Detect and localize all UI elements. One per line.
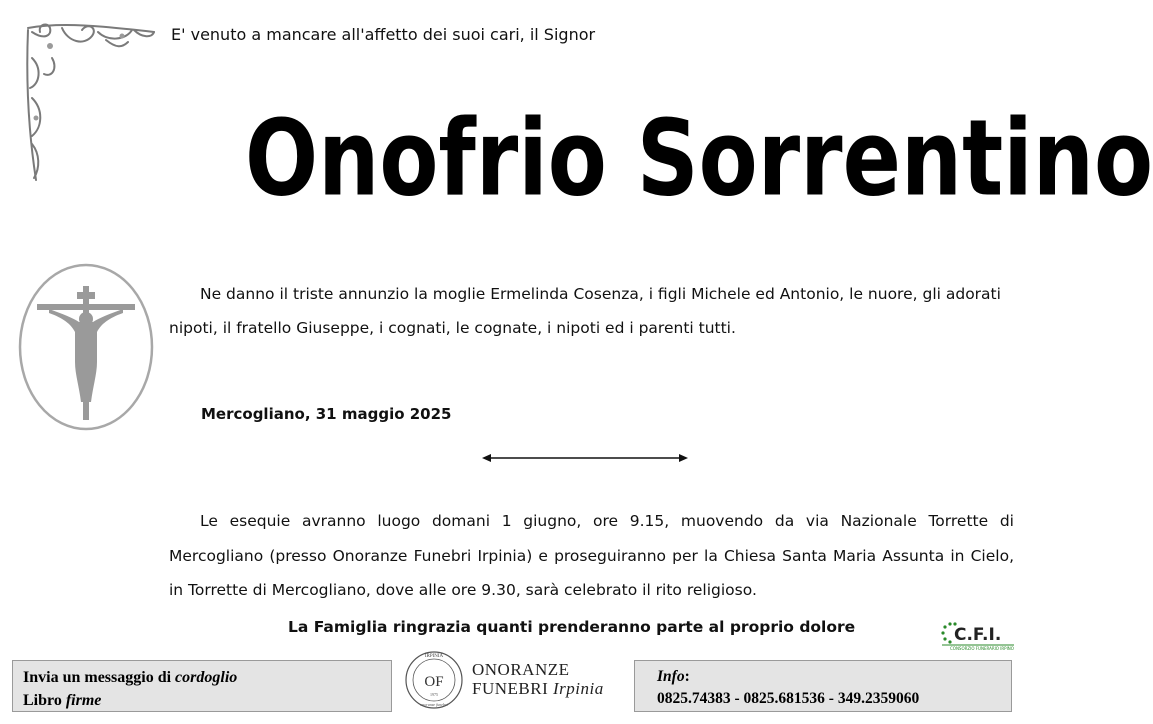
logo-ring-top: IRPINIA	[424, 654, 444, 659]
brand-line-2-prefix: FUNEBRI	[472, 679, 553, 698]
book-italic: firme	[65, 692, 102, 709]
crucifix-icon	[17, 262, 155, 432]
announcement-text: Ne danno il triste annunzio la moglie Ermelinda Cosenza, i figli Michele ed Antonio, le nuore, gli adorati nipoti, il fratello Giuseppe, i cognati, le cognate, i nipoti ed i parenti tutti.	[169, 285, 1001, 337]
condolence-box[interactable]	[12, 660, 392, 712]
info-box	[634, 660, 1012, 712]
logo-ring-bottom: onoranze funebri	[420, 702, 448, 707]
cfi-subtitle: CONSORZIO FUNERARIO IRPINO	[950, 646, 1014, 651]
corner-ornament-icon	[22, 18, 162, 188]
cfi-logo-icon	[940, 618, 1016, 652]
family-thanks: La Famiglia ringrazia quanti prenderanno parte al proprio dolore	[288, 618, 856, 636]
condolence-prefix: Invia un messaggio di	[23, 669, 176, 686]
book-prefix: Libro	[23, 692, 66, 709]
place-date: Mercogliano, 31 maggio 2025	[201, 405, 452, 423]
double-arrow-icon	[482, 452, 688, 464]
funeral-home-brand	[472, 660, 604, 698]
logo-monogram: OF	[424, 674, 444, 690]
logo-year: 1975	[430, 692, 438, 697]
intro-text: E' venuto a mancare all'affetto dei suoi cari, il Signor	[171, 25, 596, 44]
funeral-details: Le esequie avranno luogo domani 1 giugno, ore 9.15, muovendo da via Nazionale Torrette di Mercogliano (presso Onoranze Funebri Irpinia) e proseguiranno per la Chiesa Santa Maria Assunta in Cielo, in Torrette di Mercogliano, dove alle ore 9.30, sarà celebrato il rito religioso.	[169, 512, 1014, 599]
brand-line-2-italic: Irpinia	[552, 679, 604, 698]
deceased-name: Onofrio Sorrentino	[245, 98, 1153, 220]
condolence-italic: cordoglio	[175, 669, 238, 686]
guestbook-link[interactable]	[23, 689, 391, 712]
phone-numbers[interactable]: 0825.74383 - 0825.681536 - 349.2359060	[657, 690, 920, 707]
info-colon: :	[684, 668, 690, 685]
condolence-link[interactable]	[23, 666, 391, 689]
info-label-line	[657, 666, 1011, 688]
info-label: Info	[657, 668, 685, 685]
brand-line-2	[472, 679, 604, 698]
cfi-logo-text: C.F.I.	[954, 625, 1002, 645]
funeral-home-logo-icon	[404, 648, 464, 712]
brand-line-1: ONORANZE	[472, 660, 570, 679]
